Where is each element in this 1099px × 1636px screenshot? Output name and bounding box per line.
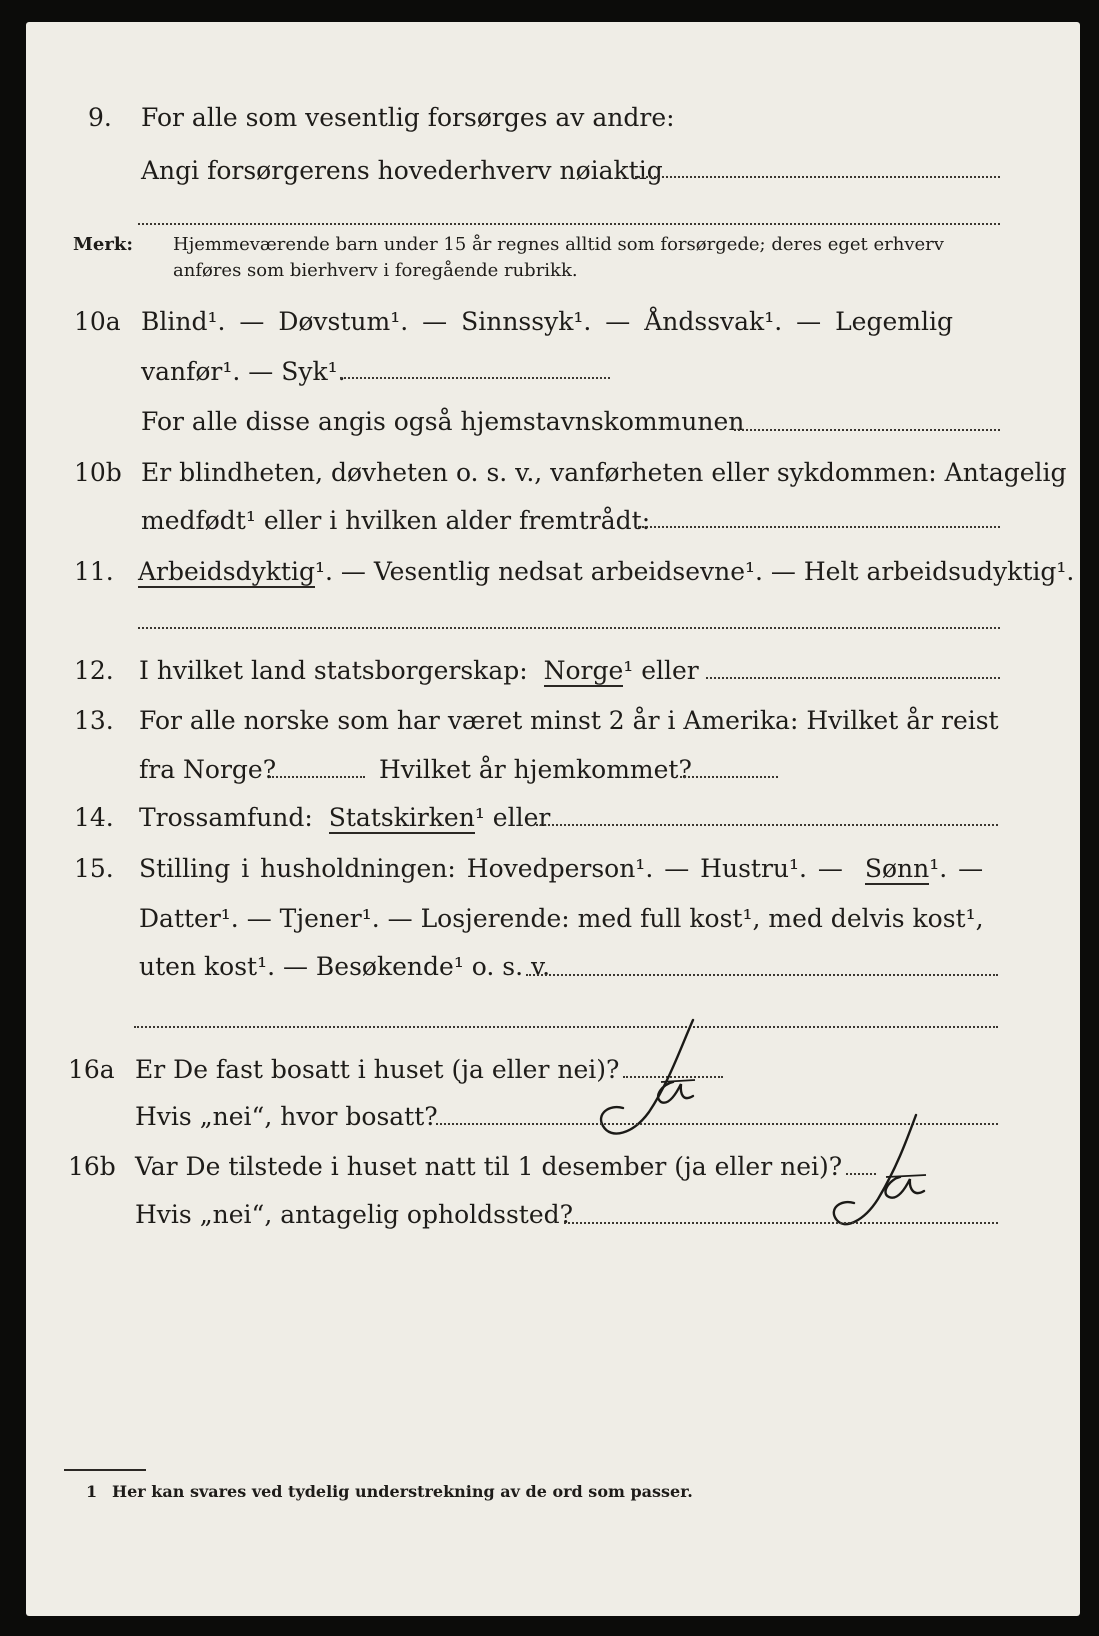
q10b-number: 10b <box>74 458 122 487</box>
footnote-mark: 1 <box>86 1482 98 1501</box>
q10a-line2: vanfør¹. — Syk¹. <box>141 357 346 386</box>
q12-before: I hvilket land statsborgerskap: <box>139 656 528 685</box>
q16b-line1: Var De tilstede i huset natt til 1 desember (ja eller nei)? <box>135 1152 843 1181</box>
q10a-answer-line[interactable] <box>340 377 610 379</box>
q13-hjemkommet-line[interactable] <box>680 776 778 778</box>
q11-text <box>138 557 1074 587</box>
q9-answer-line-2[interactable] <box>138 223 1000 225</box>
q15-line2: Datter¹. — Tjener¹. — Losjerende: med full kost¹, med delvis kost¹, <box>139 904 984 933</box>
q9-answer-line[interactable] <box>635 176 1000 178</box>
q15-answer-line-2[interactable] <box>134 1026 998 1028</box>
q12-after: ¹ eller <box>623 656 699 685</box>
q15-line1 <box>139 854 983 884</box>
q13-line2a: fra Norge? <box>139 755 277 784</box>
q10a-line1: Blind¹. — Døvstum¹. — Sinnssyk¹. — Åndssvak¹. — Legemlig <box>141 307 953 336</box>
q15-number: 15. <box>74 854 114 883</box>
q14-answer-line[interactable] <box>536 824 998 826</box>
census-form-page <box>26 22 1080 1616</box>
q12-text <box>139 656 699 686</box>
q12-number: 12. <box>74 656 114 685</box>
q10a-line3: For alle disse angis også hjemstavnskommunen <box>141 407 745 436</box>
q13-number: 13. <box>74 706 114 735</box>
q16a-line1: Er De fast bosatt i huset (ja eller nei)? <box>135 1055 620 1084</box>
q16b-opholdssted-line[interactable] <box>564 1222 998 1224</box>
q13-reist-line[interactable] <box>269 776 365 778</box>
footnote-text: Her kan svares ved tydelig understrekning av de ord som passer. <box>112 1482 693 1501</box>
q12-underlined-answer[interactable]: Norge <box>543 656 624 685</box>
q11-number: 11. <box>74 557 114 586</box>
q11-underlined-answer[interactable]: Arbeidsdyktig <box>138 557 315 586</box>
q16a-handwritten-answer <box>581 1012 731 1152</box>
q11-rest: ¹. — Vesentlig nedsat arbeidsevne¹. — Helt arbeidsudyktig¹. <box>314 557 1075 586</box>
q10b-line2: medfødt¹ eller i hvilken alder fremtrådt: <box>141 506 651 535</box>
q13-line2b: Hvilket år hjemkommet? <box>379 755 692 784</box>
q16b-number: 16b <box>68 1152 116 1181</box>
q16a-line2: Hvis „nei“, hvor bosatt? <box>135 1102 438 1131</box>
q9-number: 9. <box>88 103 112 132</box>
merk-line2: anføres som bierhverv i foregående rubrikk. <box>173 260 578 281</box>
q10b-answer-line[interactable] <box>638 526 1000 528</box>
q15-line1a: Stilling i husholdningen: Hovedperson¹. — Hustru¹. — <box>139 854 843 883</box>
q15-answer-line[interactable] <box>526 974 998 976</box>
q14-text <box>139 803 550 833</box>
q12-answer-line[interactable] <box>706 677 1000 679</box>
footnote-rule <box>64 1469 146 1471</box>
q14-before: Trossamfund: <box>139 803 313 832</box>
q15-line1b: ¹. — <box>929 854 984 883</box>
q16a-number: 16a <box>68 1055 115 1084</box>
q9-line1: For alle som vesentlig forsørges av andre: <box>141 103 675 132</box>
q9-line2: Angi forsørgerens hovederhverv nøiaktig <box>141 156 663 185</box>
merk-label: Merk: <box>73 234 133 255</box>
q14-after: ¹ eller <box>474 803 551 832</box>
q14-number: 14. <box>74 803 114 832</box>
q15-line3: uten kost¹. — Besøkende¹ o. s. v. <box>139 952 551 981</box>
q14-underlined-answer[interactable]: Statskirken <box>328 803 475 832</box>
q15-underlined-answer[interactable]: Sønn <box>864 854 930 883</box>
q16b-line2: Hvis „nei“, antagelig opholdssted? <box>135 1200 574 1229</box>
merk-line1: Hjemmeværende barn under 15 år regnes alltid som forsørgede; deres eget erhverv <box>173 234 944 255</box>
q10a-number: 10a <box>74 307 121 336</box>
q10b-line1: Er blindheten, døvheten o. s. v., vanførheten eller sykdommen: Antagelig <box>141 458 1067 487</box>
q13-line1: For alle norske som har været minst 2 år i Amerika: Hvilket år reist <box>139 706 999 735</box>
q10a-kommune-line[interactable] <box>734 429 1000 431</box>
q11-answer-line[interactable] <box>138 627 1000 629</box>
